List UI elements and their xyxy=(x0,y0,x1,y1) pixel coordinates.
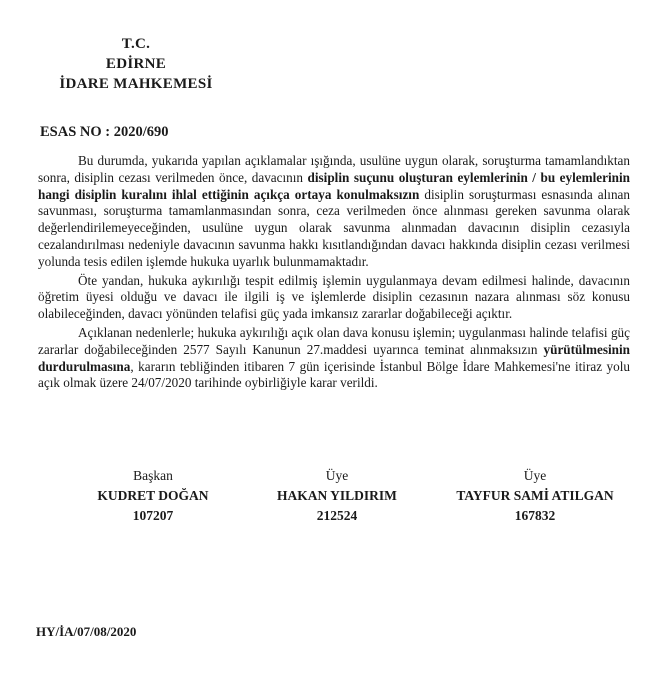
header-court: İDARE MAHKEMESİ xyxy=(59,76,213,92)
p3-text-1: Açıklanan nedenlerle; hukuka aykırılığı açık olan dava konusu işlemin; uygulanması halinde telafisi güç zararlar doğabileceğinden 2577 Sayılı Kanunun 27.maddesi uyarınca teminat alınmaksızın xyxy=(38,324,630,357)
signature-title: Başkan xyxy=(133,468,173,483)
p1-bold: disiplin suçunu oluşturan eylemlerinin / bu eylemlerinin hangi disiplin kuralını ihlal ettiğinin açıkça ortaya konulmaksızın xyxy=(38,169,630,202)
signature-president xyxy=(78,466,228,526)
p3-text-2: , kararın tebliğinden itibaren 7 gün içerisinde İstanbul Bölge İdare Mahkemesi'ne itiraz yolu açık olmak üzere 24/07/2020 tarihinde oybirliğiyle karar verildi. xyxy=(38,358,630,391)
signature-registry: 212524 xyxy=(316,508,358,523)
signature-registry: 107207 xyxy=(132,508,174,523)
paragraph-3 xyxy=(38,325,630,392)
signature-member-2 xyxy=(445,466,625,526)
signature-title: Üye xyxy=(325,468,349,483)
signature-name: KUDRET DOĞAN xyxy=(97,488,209,503)
decision-body xyxy=(38,153,630,394)
case-number: ESAS NO : 2020/690 xyxy=(40,124,169,140)
court-header xyxy=(36,34,236,94)
p1-text-1: Bu durumda, yukarıda yapılan açıklamalar ışığında, usulüne uygun olarak, soruşturma tamamlandıktan sonra, disiplin cezası verilmeden önce, davacının xyxy=(38,153,630,185)
signature-member-1 xyxy=(262,466,412,526)
paragraph-1 xyxy=(38,153,630,271)
signature-registry: 167832 xyxy=(514,508,556,523)
signature-title: Üye xyxy=(523,468,547,483)
signature-name: HAKAN YILDIRIM xyxy=(277,488,397,503)
header-tc: T.C. xyxy=(121,36,151,52)
document-footer-code: HY/İA/07/08/2020 xyxy=(36,624,137,639)
signature-name: TAYFUR SAMİ ATILGAN xyxy=(456,488,614,503)
header-city: EDİRNE xyxy=(105,56,167,72)
paragraph-2: Öte yandan, hukuka aykırılığı tespit edilmiş işlemin uygulanmaya devam edilmesi halinde, davacının öğretim üyesi olduğu ve davacı ile ilgili iş ve işlemlerde disiplin cezasının nazara alınması söz konusu olabileceğinden, davacı yönünden telafisi güç yada imkansız zararlar doğabileceği açıktır. xyxy=(38,272,630,322)
p3-bold: yürütülmesinin durdurulmasına xyxy=(38,341,630,374)
p1-text-2: disiplin soruşturması esnasında alınan savunması, soruşturma tamamlanmasından sonra, ceza verilmeden önce alınması gereken savunma olarak değerlendirilemeyeceğinden, usulüne uygun olarak savunma alınmadan davacının disiplin cezasıyla cezalandırılması nedeniyle davacının savunma hakkı kısıtlandığından davacı hakkında disiplin cezası verilmesi yolunda tesis edilen işlemde hukuka uyarlık bulunmamaktadır. xyxy=(38,186,630,269)
